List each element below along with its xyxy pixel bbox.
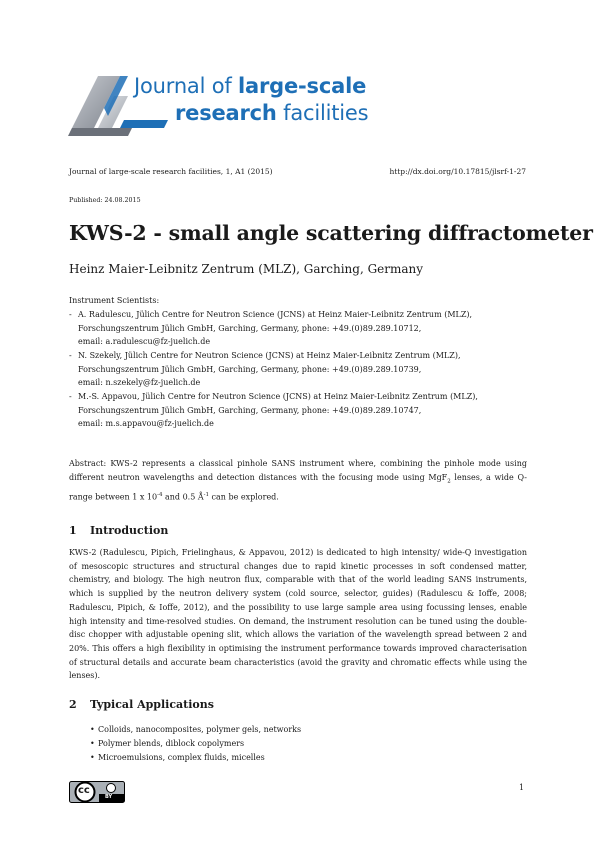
cc-label: cc xyxy=(78,785,90,796)
page-number: 1 xyxy=(519,783,525,792)
scientist-line: Forschungszentrum Jülich GmbH, Garching, Germany, phone: +49.(0)89.289.10712, xyxy=(78,323,422,333)
list-dash: - xyxy=(69,392,72,401)
scientist-line: N. Szekely, Jülich Centre for Neutron Science (JCNS) at Heinz Maier-Leibnitz Zentrum (MLZ), xyxy=(78,351,461,360)
abstract: Abstract: KWS-2 represents a classical pinhole SANS instrument where, combining the pinhole mode using different neutron wavelengths and detection distances with the focusing mode using MgF$_2$ lenses, a wide Q-range between 1 x $10^{-4}$ and 0.5 $Å^{-1}$ can be explored. xyxy=(69,459,527,502)
scientists-label: Instrument Scientists: xyxy=(69,296,160,305)
introduction-paragraph: KWS-2 (Radulescu, Pipich, Frielinghaus, & Appavou, 2012) is dedicated to high intensity/ wide-Q investigation of mesoscopic structures and structural changes due to rapid kinetic processes in soft condensed matter, chemistry, and biology. The high neutron flux, comparable with that of the world leading SANS instruments, which is supplied by the neutron delivery system (cold source, selector, guides) (Radulescu & Ioffe, 2008; Radulescu, Pipich, & Ioffe, 2012), and the possibility to use large sample area using focussing lenses, enable high intensity and time-resolved studies. On demand, the instrument resolution can be tuned using the double-disc chopper with adjustable opening slit, which allows the variation of the wavelength spread between 2 and 20%. This offers a high flexibility in optimising the instrument performance towards improved characterisation of structural details and accurate beam characteristics (avoid the gravity and chromatic effects while using the lenses). xyxy=(69,548,527,681)
doi-link[interactable]: http://dx.doi.org/10.17815/jlsrf-1-27 xyxy=(389,167,526,176)
applications-list xyxy=(90,723,301,765)
scientist-entry xyxy=(69,390,527,431)
logo-title-line-1: Journal of large-scale xyxy=(134,74,367,98)
scientist-email[interactable]: email: m.s.appavou@fz-juelich.de xyxy=(78,419,214,428)
scientist-line: A. Radulescu, Jülich Centre for Neutron Science (JCNS) at Heinz Maier-Leibnitz Zentrum (MLZ), xyxy=(78,310,473,319)
page-title: KWS-2 - small angle scattering diffractometer xyxy=(69,221,593,245)
scientist-line: Forschungszentrum Jülich GmbH, Garching, Germany, phone: +49.(0)89.289.10747, xyxy=(78,405,422,415)
scientist-line: M.-S. Appavou, Jülich Centre for Neutron Science (JCNS) at Heinz Maier-Leibnitz Zentrum (MLZ), xyxy=(78,392,478,401)
section-heading-applications: 2 Typical Applications xyxy=(69,698,214,711)
logo-title-line-2: research facilities xyxy=(175,101,369,125)
scientist-entry xyxy=(69,349,527,390)
list-dash: - xyxy=(69,351,72,360)
list-item: • Polymer blends, diblock copolymers xyxy=(90,737,301,751)
scientist-entry xyxy=(69,308,527,349)
section-heading-introduction: 1 Introduction xyxy=(69,524,169,537)
journal-citation: Journal of large-scale research facilities, 1, A1 (2015) xyxy=(69,167,273,176)
scientist-email[interactable]: email: a.radulescu@fz-juelich.de xyxy=(78,337,211,346)
list-item: • Microemulsions, complex fluids, micelles xyxy=(90,751,301,765)
page-subtitle: Heinz Maier-Leibnitz Zentrum (MLZ), Garching, Germany xyxy=(69,262,424,276)
published-date: Published: 24.08.2015 xyxy=(69,197,141,204)
scientist-line: Forschungszentrum Jülich GmbH, Garching, Germany, phone: +49.(0)89.289.10739, xyxy=(78,364,422,374)
scientist-email[interactable]: email: n.szekely@fz-juelich.de xyxy=(78,378,201,387)
cc-license-badge[interactable] xyxy=(69,781,125,803)
list-dash: - xyxy=(69,310,72,319)
cc-by-label: BY xyxy=(105,794,113,800)
list-item: • Colloids, nanocomposites, polymer gels, networks xyxy=(90,723,301,737)
